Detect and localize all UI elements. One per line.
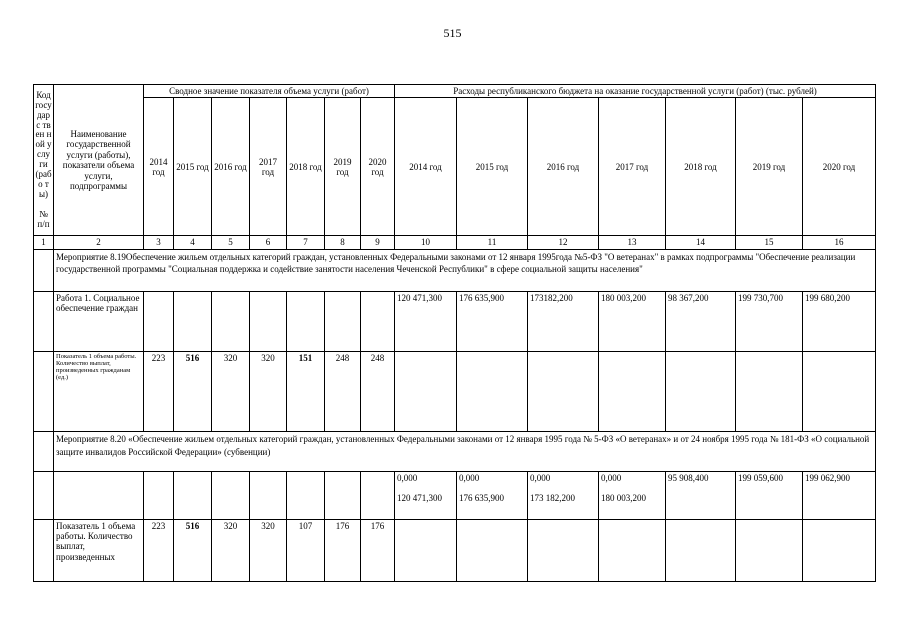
volume-group-header: Сводное значение показателя объема услуги (работ)	[144, 85, 395, 98]
empty-cell	[34, 351, 54, 431]
budget-value: 176 635,900	[457, 291, 528, 351]
empty-cell	[34, 431, 54, 471]
header-row-groups	[34, 85, 876, 98]
budget-value: 199 062,900	[803, 471, 876, 519]
column-number: 11	[457, 236, 528, 249]
column-number: 5	[212, 236, 250, 249]
empty-cell	[54, 471, 144, 519]
header-row-years	[34, 98, 876, 236]
section-8-20-row	[34, 431, 876, 471]
budget-value-stack	[599, 471, 666, 519]
budget-year-header: 2020 год	[803, 98, 876, 236]
budget-value: 173 182,200	[530, 493, 575, 504]
code-label: Код госу дарс твен ной услу ги (рабо ты)	[35, 89, 52, 199]
volume-value: 320	[250, 519, 287, 581]
empty-cell	[803, 351, 876, 431]
column-number: 3	[144, 236, 174, 249]
empty-cell	[361, 291, 395, 351]
volume-value: 176	[361, 519, 395, 581]
column-number: 14	[666, 236, 736, 249]
budget-value: 176 635,900	[459, 493, 504, 504]
indicator-1-name: Показатель 1 объема работы. Количество выплат, произведенных гражданам (ед.)	[54, 351, 144, 431]
budget-value: 95 908,400	[666, 471, 736, 519]
column-number: 10	[395, 236, 457, 249]
section-8-20-title: Мероприятие 8.20 «Обеспечение жильем отдельных категорий граждан, установленных Федеральными законами от 12 января 1995 года № 5-ФЗ «О ветеранах» и от 24 ноября 1995 года № 181-ФЗ «О социальной защите инвалидов Российской Федерации» (субвенции)	[54, 431, 876, 471]
volume-year-header: 2014 год	[144, 98, 174, 236]
budget-value: 98 367,200	[666, 291, 736, 351]
empty-cell	[144, 291, 174, 351]
volume-year-header: 2019 год	[325, 98, 361, 236]
column-number: 6	[250, 236, 287, 249]
column-number: 4	[174, 236, 212, 249]
budget-value-stack	[528, 471, 599, 519]
empty-cell	[457, 351, 528, 431]
budget-value: 199 059,600	[736, 471, 803, 519]
budget-year-header: 2018 год	[666, 98, 736, 236]
volume-value: 176	[325, 519, 361, 581]
budget-value: 173182,200	[528, 291, 599, 351]
volume-value: 223	[144, 351, 174, 431]
empty-cell	[457, 519, 528, 581]
budget-value: 120 471,300	[395, 291, 457, 351]
volume-value: 320	[250, 351, 287, 431]
volume-value: 248	[361, 351, 395, 431]
budget-value: 180 003,200	[601, 493, 646, 504]
volume-year-header: 2016 год	[212, 98, 250, 236]
volume-value: 248	[325, 351, 361, 431]
empty-cell	[666, 519, 736, 581]
budget-year-header: 2019 год	[736, 98, 803, 236]
column-number: 1	[34, 236, 54, 249]
empty-cell	[325, 471, 361, 519]
empty-cell	[325, 291, 361, 351]
empty-cell	[528, 351, 599, 431]
budget-value: 0,000	[397, 472, 418, 483]
column-number-row	[34, 236, 876, 249]
column-number: 8	[325, 236, 361, 249]
section-8-19-title: Мероприятие 8.19Обеспечение жильем отдельных категорий граждан, установленных Федеральными законами от 12 января 1995года №5-ФЗ "О ветеранах" в рамках подпрограммы "Обеспечение реализации государственной программы "Социальная поддержка и содействие занятости населения Чеченской Республики" в сфере социальной защиты населения"	[54, 249, 876, 291]
budget-year-header: 2015 год	[457, 98, 528, 236]
section-8-20-budget-row	[34, 471, 876, 519]
code-header	[34, 85, 54, 236]
budget-year-header: 2014 год	[395, 98, 457, 236]
empty-cell	[144, 471, 174, 519]
empty-cell	[361, 471, 395, 519]
volume-value: 516	[174, 519, 212, 581]
budget-group-header: Расходы республиканского бюджета на оказание государственной услуги (работ) (тыс. рублей)	[395, 85, 876, 98]
volume-value: 320	[212, 351, 250, 431]
budget-value: 199 730,700	[736, 291, 803, 351]
volume-value: 107	[287, 519, 325, 581]
empty-cell	[34, 249, 54, 291]
empty-cell	[395, 519, 457, 581]
column-number: 15	[736, 236, 803, 249]
volume-value: 320	[212, 519, 250, 581]
budget-value: 0,000	[459, 472, 480, 483]
volume-value: 516	[174, 351, 212, 431]
budget-value-stack	[457, 471, 528, 519]
empty-cell	[599, 519, 666, 581]
budget-value: 180 003,200	[599, 291, 666, 351]
indicator-2-row	[34, 519, 876, 581]
empty-cell	[174, 471, 212, 519]
indicator-2-name: Показатель 1 объема работы. Количество выплат, произведенных	[54, 519, 144, 581]
volume-value: 223	[144, 519, 174, 581]
empty-cell	[212, 471, 250, 519]
budget-year-header: 2017 год	[599, 98, 666, 236]
empty-cell	[212, 291, 250, 351]
column-number: 16	[803, 236, 876, 249]
volume-value: 151	[287, 351, 325, 431]
empty-cell	[528, 519, 599, 581]
empty-cell	[287, 291, 325, 351]
section-8-19-row	[34, 249, 876, 291]
column-number: 12	[528, 236, 599, 249]
indicator-1-row	[34, 351, 876, 431]
volume-year-header: 2020 год	[361, 98, 395, 236]
budget-value: 0,000	[601, 472, 622, 483]
code-label-no: № п/п	[37, 208, 50, 229]
column-number: 7	[287, 236, 325, 249]
column-number: 13	[599, 236, 666, 249]
empty-cell	[736, 519, 803, 581]
column-number: 2	[54, 236, 144, 249]
budget-value: 0,000	[530, 472, 551, 483]
column-number: 9	[361, 236, 395, 249]
volume-year-header: 2018 год	[287, 98, 325, 236]
empty-cell	[599, 351, 666, 431]
empty-cell	[395, 351, 457, 431]
empty-cell	[736, 351, 803, 431]
work-1-row	[34, 291, 876, 351]
empty-cell	[34, 519, 54, 581]
empty-cell	[287, 471, 325, 519]
empty-cell	[803, 519, 876, 581]
page-number: 515	[443, 26, 462, 40]
budget-year-header: 2016 год	[528, 98, 599, 236]
work-1-name: Работа 1. Социальное обеспечение граждан	[54, 291, 144, 351]
volume-year-header: 2017 год	[250, 98, 287, 236]
budget-value: 120 471,300	[397, 493, 442, 504]
empty-cell	[250, 291, 287, 351]
volume-year-header: 2015 год	[174, 98, 212, 236]
empty-cell	[666, 351, 736, 431]
empty-cell	[174, 291, 212, 351]
empty-cell	[34, 291, 54, 351]
empty-cell	[34, 471, 54, 519]
name-header: Наименование государственной услуги (работы), показатели объема услуги, подпрограммы	[54, 85, 144, 236]
budget-value-stack	[395, 471, 457, 519]
empty-cell	[250, 471, 287, 519]
budget-value: 199 680,200	[803, 291, 876, 351]
budget-table	[33, 84, 876, 582]
